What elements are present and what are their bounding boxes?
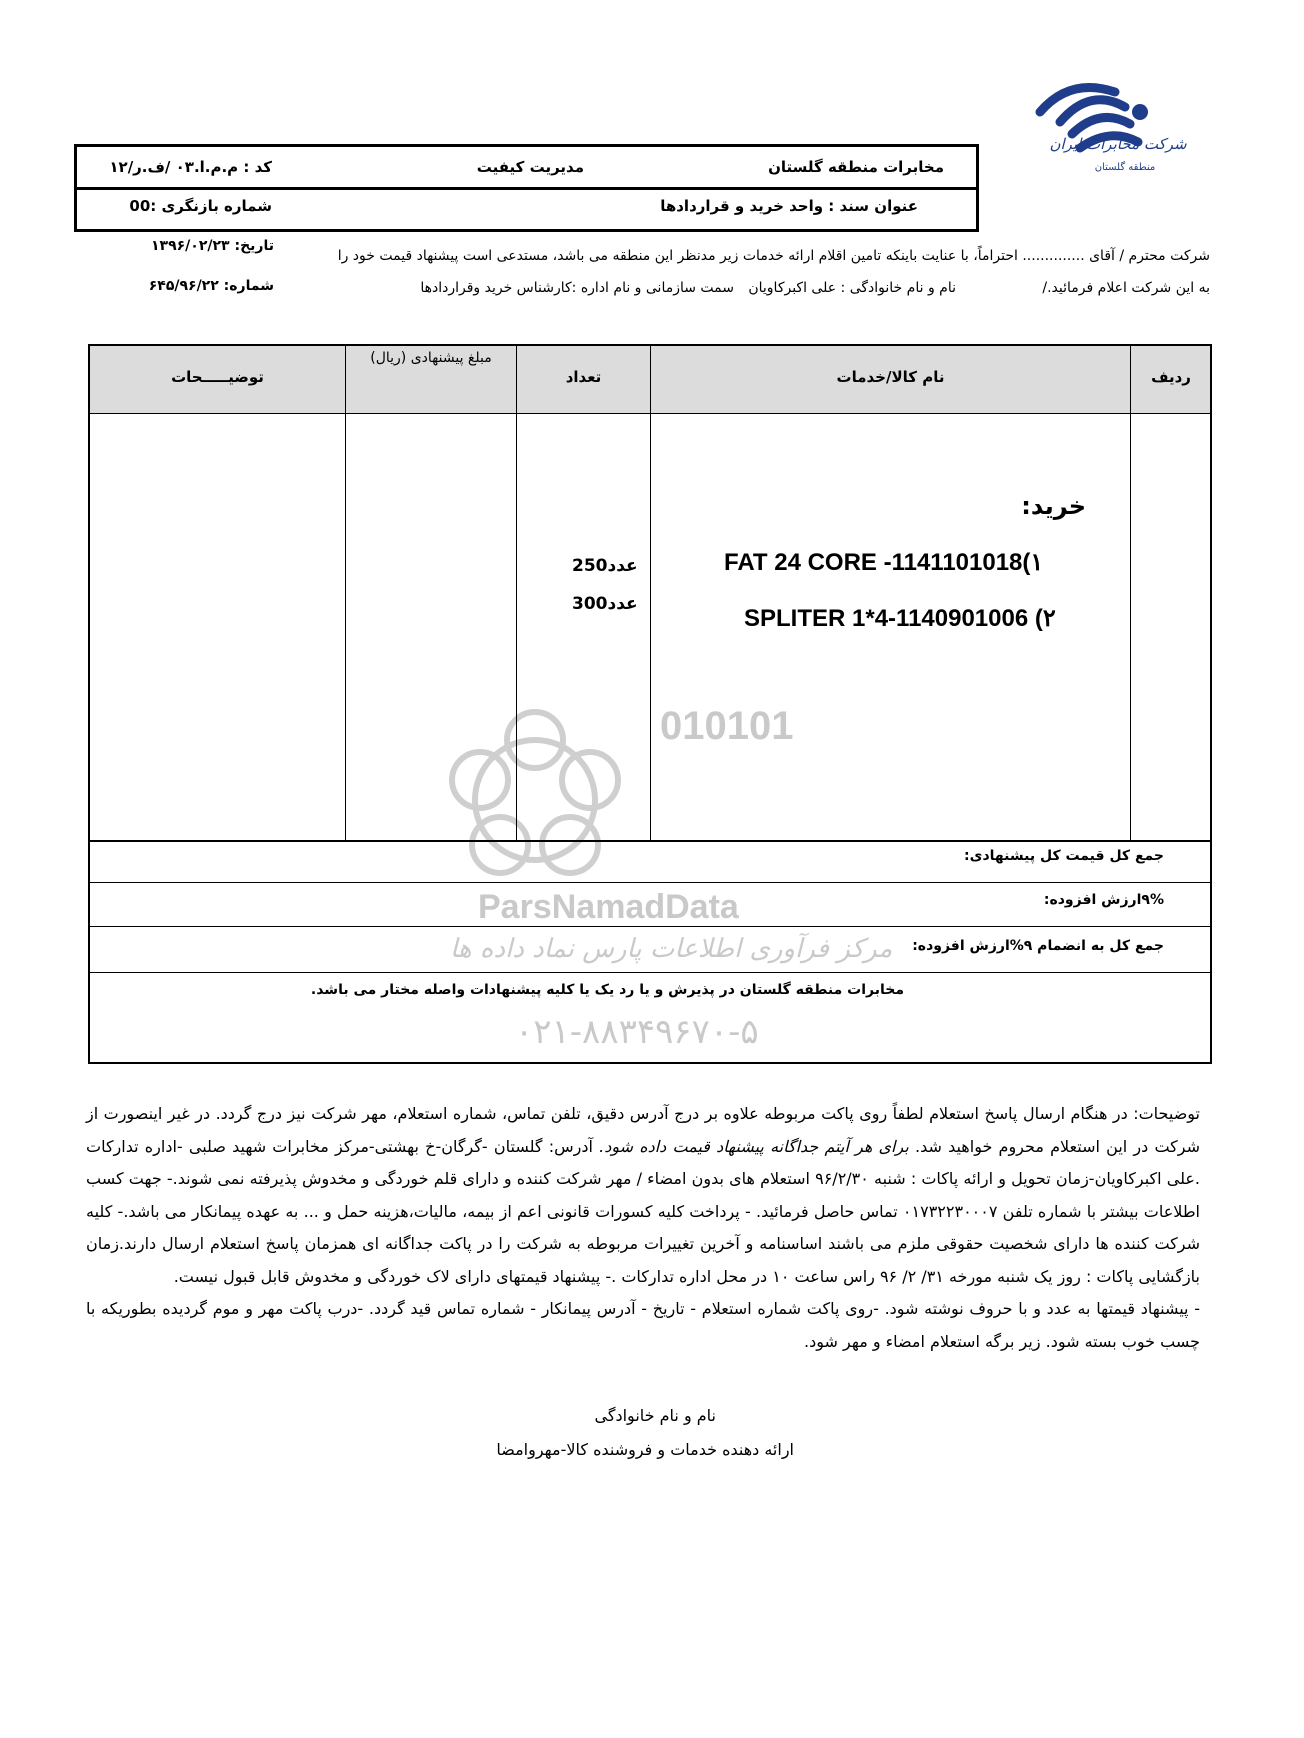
notes-paragraph-2: - پیشنهاد قیمتها به عدد و با حروف نوشته شود. -روی پاکت شماره استعلام - تاریخ - آدرس پیمانکار - شماره تماس قید گردد. -درب پاکت مهر و موم گردیده بطوریکه با چسب خوب بسته شود. زیر برگه استعلام امضاء و مهر شود.	[86, 1299, 1200, 1351]
col-header-notes: توضیـــــحات	[171, 368, 264, 386]
logo-name: شرکت مخابرات ایران	[1049, 135, 1187, 153]
totals-rule	[89, 926, 1211, 927]
header-code: کد : م.م.ا.۰۳ /ف.ر/۱۲	[109, 158, 272, 176]
notes-paragraph-1b: آدرس: گلستان -گرگان-خ بهشتی-مرکز مخابرات شهید صلبی -اداره تدارکات .علی اکبرکاویان-زمان تحویل و ارائه پاکات : شنبه ۹۶/۲/۳۰ استعلام های بدون امضاء / مهر شرکت کننده و دارای قلم خوردگی و مخدوش پذیرفته نمی شوند.- جهت کسب اطلاعات بیشتر با شماره تلفن ۰۱۷۳۲۲۳۰۰۰۷ تماس حاصل فرمائید. - پرداخت کلیه کسورات قانونی اعم از بیمه، مالیات،هزینه حمل و ... به عهده پیمانکار می باشد.- کلیه شرکت کننده ها دارای شخصیت حقوقی ملزم می باشند اساسنامه و آخرین تغییرات مربوطه به شرکت را در پاکت جداگانه ای همزمان پاسخ استعلام ارسال دارند.زمان بازگشایی پاکات : روز یک شنبه مورخه ۳۱/ ۲/ ۹۶ راس ساعت ۱۰ در محل اداره تدارکات .- پیشنهاد قیمتهای دارای لاک خوردگی و مخدوش قابل قبول نیست.	[86, 1136, 1201, 1286]
signature-name-label: نام و نام خانوادگی	[594, 1406, 716, 1425]
col-divider	[516, 345, 517, 841]
col-divider	[1130, 345, 1131, 841]
header-department: مدیریت کیفیت	[476, 158, 584, 176]
header-revision: شماره بازنگری :00	[129, 197, 272, 215]
totals-rule	[89, 972, 1211, 973]
vat-label: ۹%ارزش افزوده:	[1043, 892, 1164, 908]
item-row-1-qty: 250عدد	[572, 556, 638, 576]
col-header-item: نام کالا/خدمات	[836, 368, 945, 386]
watermark-tagline: مرکز فرآوری اطلاعات پارس نماد داده ها	[450, 934, 893, 964]
notes-paragraph-1: توضیحات: در هنگام ارسال پاسخ استعلام لطفاً روی پاکت مربوطه علاوه بر درج آدرس دقیق، تلفن تماس، شماره استعلام، مهر شرکت نیز درج گردد. در غیر اینصورت از شرکت در این استعلام محروم خواهید شد.	[86, 1104, 1201, 1156]
col-header-qty: تعداد	[565, 368, 602, 386]
header-doc-title: عنوان سند : واحد خرید و قراردادها	[660, 197, 918, 215]
header-region: مخابرات منطقه گلستان	[768, 158, 944, 176]
col-divider	[345, 345, 346, 841]
col-header-row: ردیف	[1151, 368, 1191, 386]
intro-line-2b: نام و نام خانوادگی : علی اکبرکاویان	[748, 280, 956, 296]
notes-italic-remark: برای هر آیتم جداگانه پیشنهاد قیمت داده شود.	[599, 1136, 909, 1156]
item-row-1-name: FAT 24 CORE -1141101018(۱	[724, 549, 1044, 576]
col-header-price: مبلغ پیشنهادی (ریال)	[370, 350, 492, 366]
watermark-digits: 010101	[660, 704, 794, 748]
intro-line-2a: به این شرکت اعلام فرمائید./	[1042, 280, 1210, 296]
intro-line-1: شرکت محترم / آقای .............. احتراماً، با عنایت باینکه تامین اقلام ارائه خدمات زیر مدنظر این منطقه می باشد، مستدعی است پیشنهاد قیمت خود را	[337, 248, 1210, 264]
disclaimer-text: مخابرات منطقه گلستان در پذیرش و یا رد یک یا کلیه پیشنهادات واصله مختار می باشد.	[310, 982, 904, 998]
total-with-vat-label: جمع کل به انضمام ۹%ارزش افزوده:	[912, 938, 1164, 954]
watermark-brand: ParsNamadData	[478, 888, 739, 926]
notes-section	[86, 1098, 1200, 1358]
logo-subtitle: منطقه گلستان	[1094, 162, 1156, 173]
total-label: جمع کل قیمت کل پیشنهادی:	[964, 848, 1164, 864]
item-row-2-qty: 300عدد	[572, 594, 638, 614]
header-divider	[74, 187, 979, 190]
watermark-phone: ۰۲۱-۸۸۳۴۹۶۷۰-۵	[515, 1012, 759, 1052]
buy-label: خرید:	[1021, 492, 1086, 520]
col-divider	[650, 345, 651, 841]
item-row-2-name: SPLITER 1*4-1140901006 (۲	[744, 605, 1056, 632]
totals-rule	[89, 882, 1211, 883]
intro-number: شماره: ۶۴۵/۹۶/۲۲	[148, 278, 274, 294]
intro-date: تاریخ: ۱۳۹۶/۰۲/۲۳	[151, 238, 274, 254]
signature-seal-label: ارائه دهنده خدمات و فروشنده کالا-مهروامضا	[496, 1440, 794, 1459]
intro-line-2c: سمت سازمانی و نام اداره :کارشناس خرید وقراردادها	[420, 280, 734, 296]
